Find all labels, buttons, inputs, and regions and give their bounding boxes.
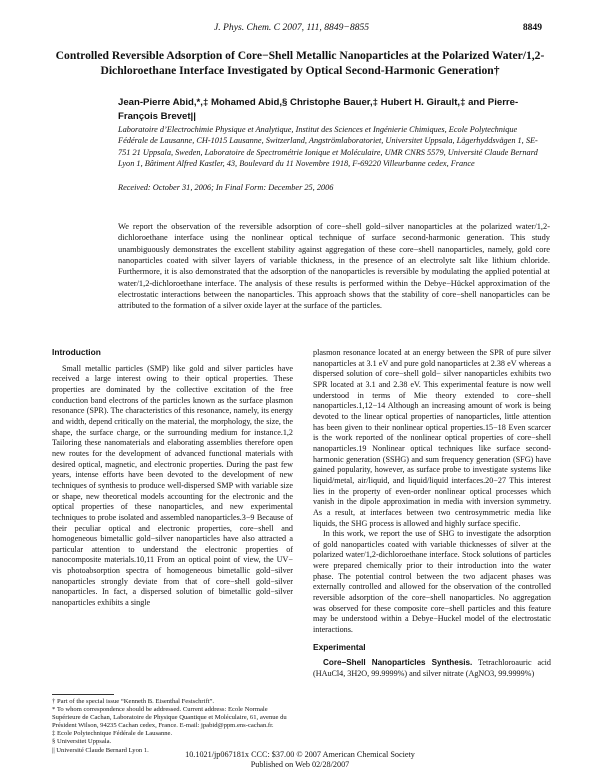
intro-paragraph-1: Small metallic particles (SMP) like gold and silver particles have received a large interest owing to their optical properties. These properties are dominated by the collective excitation of the free conduction band electrons of the particles known as the surface plasmon resonance (SPR). The characteristics of this resonance, namely, its energy and width, depend critically on the material, the morphology, the size, the shape, the surface charge, or the surrounding medium for instance.1,2 Tailoring these nanomaterials and elaborating assemblies therefore open new routes for the development of advanced functional materials with desired optical, magnetic, and electronic properties. During the past few years, intense efforts have been devoted to the development of new techniques of synthesis to produce well-dispersed SMP with variable size or shape, new theoretical models accounting for the electronic and the optical properties of these nanoparticles, and new experimental techniques to probe isolated and assembled nanoparticles.3−9 Because of their peculiar optical and electronic properties, core−shell and homogeneous bimetallic gold−silver nanoparticles have also attracted a particular attention to understand the electronic properties of nanocomposite materials.10,11 From an optical point of view, the UV− vis photoabsorption spectra of homogeneous bimetallic gold−silver nanoparticles strongly deviate from that of core−shell gold−silver nanoparticles. In fact, a dispersed solution of bimetallic gold−silver nanoparticles exhibits a single (52, 363, 293, 608)
page-footer (0, 750, 600, 770)
footnote-rule (52, 694, 114, 695)
footnote-correspondence: * To whom correspondence should be addressed. Current address: Ecole Normale Supérieure de Cachan, Laboratoire de Physique Quantique et Moléculaire, 61, avenue du Président Wilson, 94235 Cachan cedex, France. E-mail: jpabid@ppm.ens-cachan.fr. (52, 706, 287, 730)
intro-paragraph-3: In this work, we report the use of SHG to investigate the adsorption of gold nanoparticles coated with variable thicknesses of silver at the polarized water/1,2-dichloroethane interface. Stock solutions of particles were prepared chemically prior to their introduction into the water phase. The potential control between the two adjacent phases was externally controlled and allowed for the observation of the controlled reversible adsorption of the core−shell nanoparticles. No aggregation was observed for these composite core−shell particles and this feature may be understood within a Debye−Huckel model of the electrostatic interactions. (313, 529, 551, 635)
abstract: We report the observation of the reversible adsorption of core−shell gold−silver nanoparticles at the polarized water/1,2-dichloroethane interface using the nonlinear optical technique of surface second-harmonic generation. This study unambiguously demonstrates the excellent stability against aggregation of these core−shell nanoparticles, namely, gold core nanoparticles coated with silver layers of variable thickness, in the presence of an electrolyte salt like lithium chloride. Furthermore, it is also demonstrated that the adsorption of the nanoparticles is reversible by modulating the applied potential at water/1,2-dichloroethane interface. The analysis of these results is performed within the Debye−Hückel approximation of the electrostatic interactions between the nanoparticles. This approach shows that the stability of core−shell nanoparticles can be attributed to the formation of a silver oxide layer at the surface of the particles. (118, 222, 550, 311)
footnote-lyon: || Université Claude Bernard Lyon 1. (52, 746, 149, 754)
footnote-special-issue: † Part of the special issue “Kenneth B. Eisenthal Festschrift”. (52, 698, 215, 705)
footnote-epfl: ‡ Ecole Polytechnique Fédérale de Lausanne. (52, 730, 173, 738)
received-dates: Received: October 31, 2006; In Final Form: December 25, 2006 (118, 183, 334, 192)
author-list: Jean-Pierre Abid,*,‡ Mohamed Abid,§ Christophe Bauer,‡ Hubert H. Girault,‡ and Pierre-François Brevet|| (118, 97, 519, 122)
experimental-heading: Experimental (313, 641, 366, 652)
left-column (52, 347, 293, 609)
footnotes (52, 698, 293, 755)
introduction-heading: Introduction (52, 347, 101, 357)
synthesis-subheading: Core−Shell Nanoparticles Synthesis. (323, 658, 473, 668)
affiliations: Laboratoire d’Electrochimie Physique et Analytique, Institut des Sciences et Ingénierie Chimiques, Ecole Polytechnique Fédérale de Lausanne, CH-1015 Lausanne, Switzerland, Angströmlaboratoriet, Universitet Uppsala, Lägerhyddsvägen 1, SE-751 21 Uppsala, Sweden, Laboratoire de Spectrométrie Ionique et Moléculaire, UMR CNRS 5579, Université Claude Bernard Lyon 1, Bâtiment Alfred Kastler, 43, Boulevard du 11 Novembre 1918, F-69220 Villeurbanne cedex, France (118, 125, 538, 169)
experimental-paragraph (313, 658, 551, 679)
article-title: Controlled Reversible Adsorption of Core−Shell Metallic Nanoparticles at the Polarized Water/1,2-Dichloroethane Interface Investigated by Optical Second-Harmonic Generation† (55, 49, 545, 77)
footnote-uppsala: § Universitet Uppsala. (52, 738, 112, 746)
synthesis-text: Tetrachloroauric acid (HAuCl4, 3H2O, 99.9999%) and silver nitrate (AgNO3, 99.9999%) (313, 658, 551, 679)
intro-paragraph-2: plasmon resonance located at an energy between the SPR of pure silver nanoparticles at 3.1 eV and pure gold nanoparticles at 2.38 eV whereas a dispersed solution of core−shell gold− silver nanoparticles exhibits two SPR located at 3.1 and 2.38 eV. This experimental feature is now well understood in terms of Mie theory extended to core−shell nanoparticles.1,12−14 Although an increasing amount of work is being devoted to the linear optical properties of nanoparticles, little attention has been given to their nonlinear optical properties.15−18 Even scarcer is the work reported of the nonlinear optical properties of core−shell nanoparticles.19 Nonlinear optical techniques like surface second-harmonic generation (SSHG) and sum frequency generation (SFG) have gained popularity, however, as surface probe to investigate systems like liquid/metal, air/liquid, and liquid/liquid interfaces.20−27 This interest lies in the property of even-order nonlinear optical processes which vanish in the dipole approximation in media with inversion symmetry. As a result, at interfaces between two centrosymmetric media like liquids, the SHG process is allowed and highly surface specific. (313, 348, 551, 528)
published-date: Published on Web 02/28/2007 (250, 760, 350, 769)
journal-citation: J. Phys. Chem. C 2007, 111, 8849−8855 (214, 22, 370, 33)
doi-copyright: 10.1021/jp067181x CCC: $37.00 © 2007 American Chemical Society (185, 750, 415, 759)
right-column (313, 348, 551, 680)
page-number: 8849 (522, 22, 542, 33)
